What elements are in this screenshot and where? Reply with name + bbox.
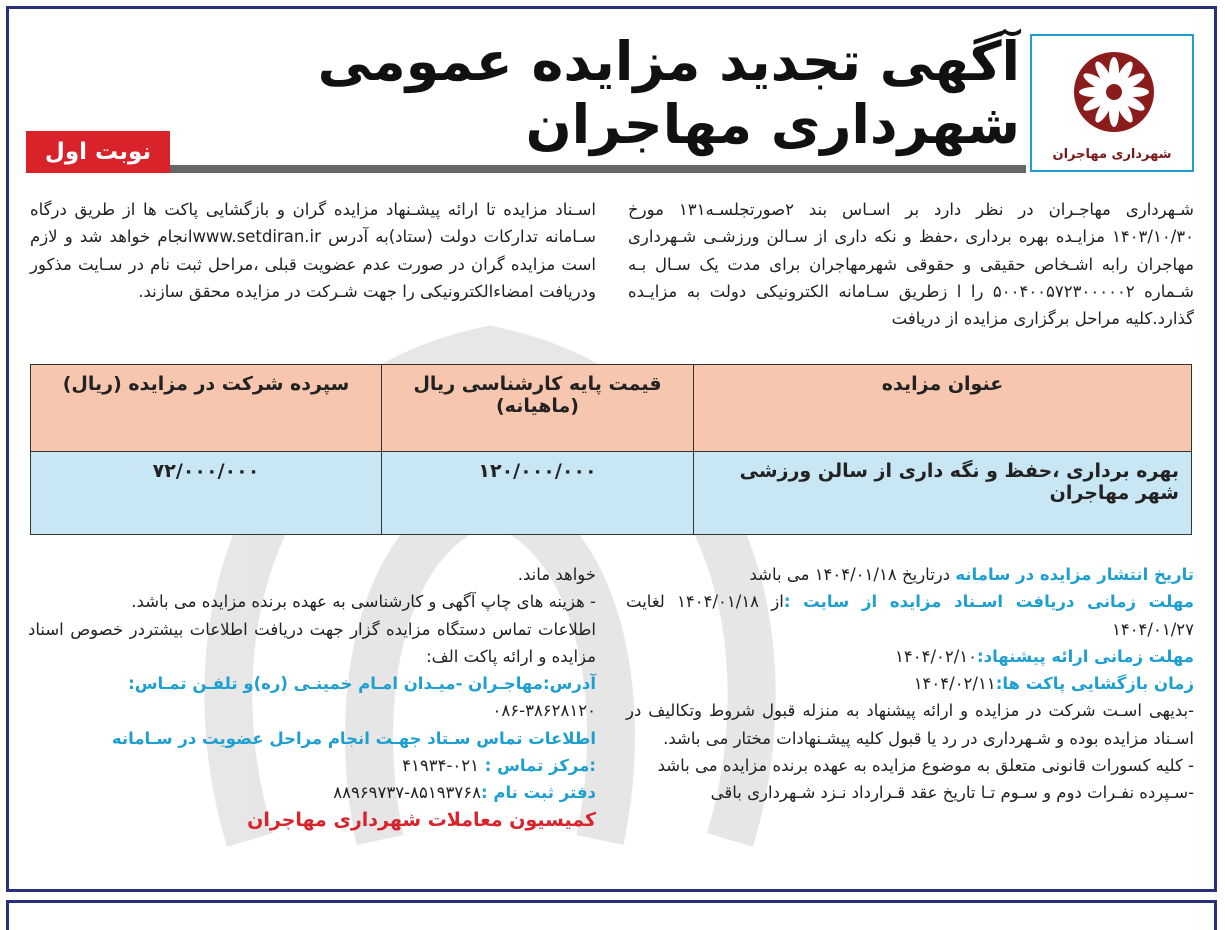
intro-right-column xyxy=(628,196,1194,332)
flower-logo-icon xyxy=(1068,46,1160,138)
cell-base-price: ۱۲۰/۰۰۰/۰۰۰ xyxy=(382,452,694,535)
next-notice-frame xyxy=(6,900,1217,930)
phone-line: ۰۸۶-۳۸۶۲۸۱۲۰ xyxy=(492,701,596,721)
cell-auction-title: بهره برداری ،حفظ و نگه داری از سالن ورزشی شهر مهاجران xyxy=(694,452,1192,535)
contact-intro-line: اطلاعات تماس دستگاه مزایده گزار جهت دریافت اطلاعات بیشتردر خصوص اسناد مزایده و ارائه پاکت الف: xyxy=(28,619,596,666)
municipality-logo xyxy=(1030,34,1194,172)
continued-line: خواهد ماند. xyxy=(517,565,596,584)
header-deposit: سپرده شرکت در مزایده (ریال) xyxy=(31,365,382,452)
publish-value: درتاریخ ۱۴۰۴/۰۱/۱۸ می باشد xyxy=(749,565,956,584)
offer-line xyxy=(626,643,1194,670)
offer-label: مهلت زمانی ارائه پیشنهاد: xyxy=(977,646,1194,666)
title-divider xyxy=(170,165,1026,173)
contact-column xyxy=(28,561,596,834)
publish-line xyxy=(626,561,1194,588)
header-auction-title: عنوان مزایده xyxy=(694,365,1192,452)
cell-deposit: ۷۲/۰۰۰/۰۰۰ xyxy=(31,452,382,535)
docs-value: از ۱۴۰۴/۰۱/۱۸ لغایت ۱۴۰۴/۰۱/۲۷ xyxy=(626,592,1194,639)
logo-label: شهرداری مهاجران xyxy=(1052,147,1172,162)
docs-label: مهلت زمانی دریافت اسـناد مزایده از سایت : xyxy=(783,592,1194,612)
condition-2: - کلیه کسورات قانونی متعلق به موضوع مزایده به عهده برنده مزایده می باشد xyxy=(657,756,1194,776)
open-value: ۱۴۰۴/۰۲/۱۱ xyxy=(913,674,996,694)
call-center-line xyxy=(28,752,596,779)
setad-heading: اطلاعات تماس سـتاد جهـت انجام مراحل عضویت در سـامانه xyxy=(111,728,596,748)
office-line xyxy=(28,779,596,806)
address-line: آدرس:مهاجـران -میـدان امـام خمینـی (ره)و تلفـن تمـاس: xyxy=(128,674,596,694)
condition-3: -سـپرده نفـرات دوم و سـوم تـا تاریخ عقد قـرارداد نـزد شـهرداری باقی xyxy=(710,783,1194,803)
details-column xyxy=(626,561,1194,807)
call-center-value: ۰۲۱-۴۱۹۳۴ xyxy=(402,756,479,776)
round-badge: نوبت اول xyxy=(26,131,170,173)
offer-value: ۱۴۰۴/۰۲/۱۰ xyxy=(895,646,978,666)
intro-left-text: اسـناد مزایده تا ارائه پیشـنهاد مزایده گران و بازگشایی پاکت ها از طریق درگاه سـامانه تدارکات دولت (ستاد)به آدرس www.setdiran.irانجام خواهد شد و لازم است مزایده گران در صورت عدم عضویت قبلی ،مراحل ثبت نام در سـایت مذکور ودریافت امضاءالکترونیکی را جهت شـرکت در مزایده محقق سازند. xyxy=(30,200,596,301)
page-title: آگهی تجدید مزایده عمومی شهرداری مهاجران xyxy=(317,30,1020,156)
table-header-row xyxy=(31,365,1192,452)
call-center-label: :مرکز تماس : xyxy=(479,756,596,776)
office-label: دفتر ثبت نام : xyxy=(481,783,596,803)
condition-1: -بدیهی اسـت شرکت در مزایده و ارائه پیشنهاد به منزله قبول شروط وتکالیف در اسـناد مزایده بوده و شـهرداری در رد یا قبول کلیه پیشـنهادات مختار می باشد. xyxy=(626,701,1194,748)
intro-left-column xyxy=(30,196,596,305)
intro-right-text: شـهرداری مهاجـران در نظر دارد بر اسـاس بند ۲صورتجلسـه۱۳۱ مورخ ۱۴۰۳/۱۰/۳۰ مزایـده بهره برداری ،حفظ و نکه داری از سـالن ورزشـی شـهرداری مهاجران رابه اشـخاص حقیقی و حقوقی شهرمهاجران برای مدت یک سـال بـه شـماره ۵۰۰۴۰۰۵۷۲۳۰۰۰۰۰۲ را ا زطریق سـامانه الکترونیکی دولت به مزایـده گذارد.کلیه مراحل برگزاری مزایده از دریافت xyxy=(628,200,1194,329)
auction-table xyxy=(30,364,1192,535)
open-line xyxy=(626,670,1194,697)
open-label: زمان بازگشایی پاکت ها: xyxy=(995,674,1194,694)
table-row xyxy=(31,452,1192,535)
office-value: ۸۵۱۹۳۷۶۸-۸۸۹۶۹۷۳۷ xyxy=(333,783,482,803)
printing-cost-line: - هزینه های چاپ آگهی و کارشناسی به عهده برنده مزایده می باشد. xyxy=(131,592,596,612)
signature: کمیسیون معاملات شهرداری مهاجران xyxy=(247,808,596,831)
docs-line xyxy=(626,588,1194,643)
header-base-price: قیمت پایه کارشناسی ریال (ماهیانه) xyxy=(382,365,694,452)
publish-label: تاریخ انتشار مزایده در سامانه xyxy=(955,565,1194,584)
